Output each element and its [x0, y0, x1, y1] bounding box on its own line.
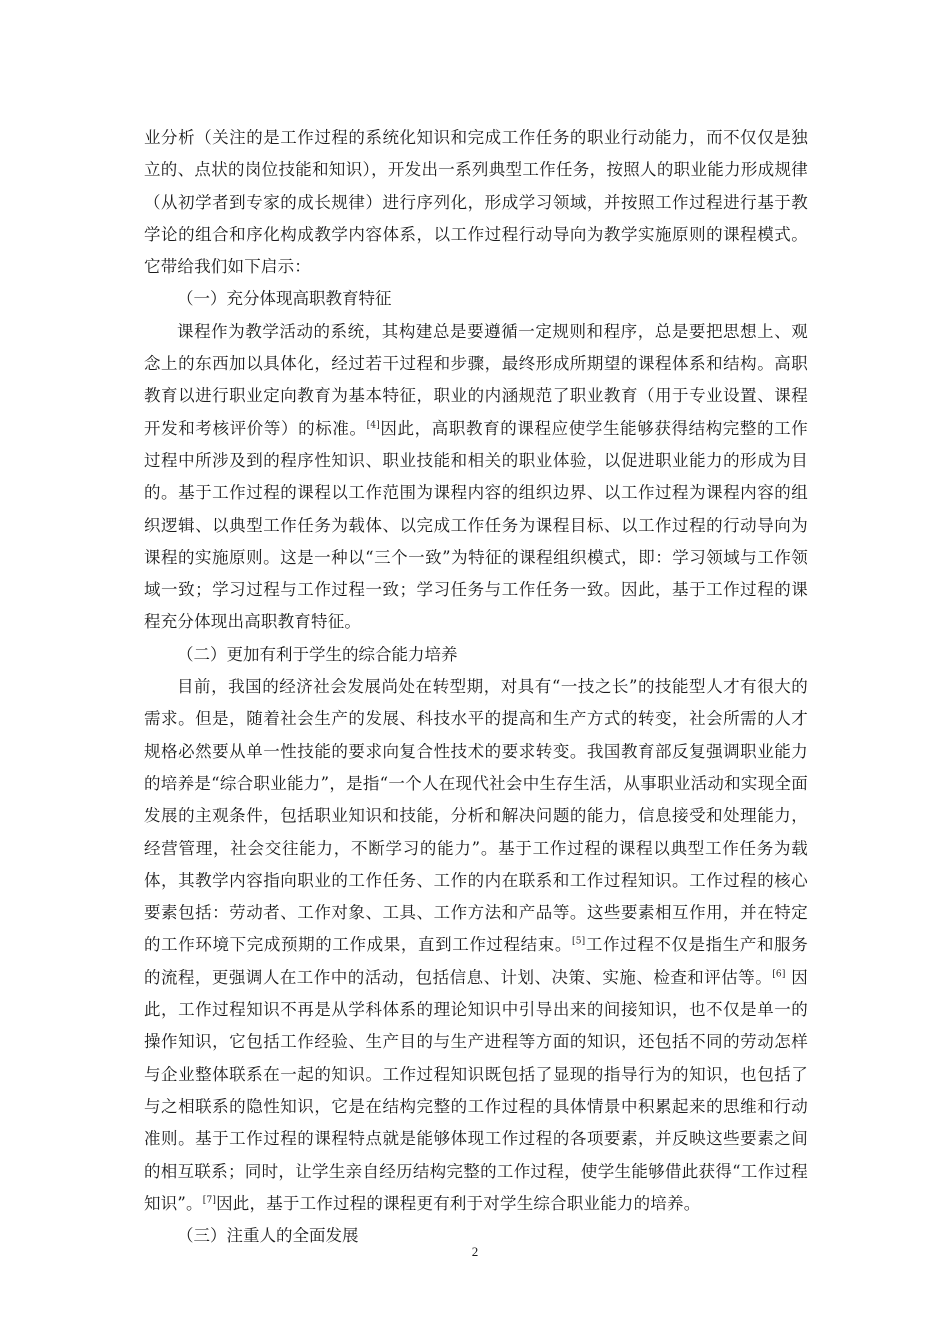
- citation-reference: [7]: [202, 1195, 217, 1206]
- citation-reference: [4]: [366, 420, 380, 431]
- section-heading: [144, 283, 808, 315]
- text-run: 因此，工作过程知识不再是从学科体系的理论知识中引导出来的间接知识，也不仅是单一的操作知识，它包括工作经验、生产目的与生产进程等方面的知识，还包括不同的劳动怎样与企业整体联系在一起的知识。工作过程知识既包括了显现的指导行为的知识，也包括了与之相联系的隐性知识，它是在结构完整的工作过程的具体情景中积累起来的思维和行动准则。基于工作过程的课程特点就是能够体现工作过程的各项要素，并反映这些要素之间的相互联系；同时，让学生亲自经历结构完整的工作过程，使学生能够借此获得“工作过程知识”。: [144, 967, 808, 1213]
- text-run: 目前，我国的经济社会发展尚处在转型期，对具有“一技之长”的技能型人才有很大的需求。但是，随着社会生产的发展、科技水平的提高和生产方式的转变，社会所需的人才规格必然要从单一性技能的要求向复合性技术的要求转变。我国教育部反复强调职业能力的培养是“综合职业能力”，是指“一个人在现代社会中生存生活，从事职业活动和实现全面发展的主观条件，包括职业知识和技能，分析和解决问题的能力，信息接受和处理能力，经营管理，社会交往能力，不断学习的能力”。基于工作过程的课程以典型工作任务为载体，其教学内容指向职业的工作任务、工作的内在联系和工作过程知识。工作过程的核心要素包括：劳动者、工作对象、工具、工作方法和产品等。这些要素相互作用，并在特定的工作环境下完成预期的工作成果，直到工作过程结束。: [144, 677, 808, 955]
- text-run: （三）注重人的全面发展: [177, 1226, 359, 1246]
- text-run: （一）充分体现高职教育特征: [177, 289, 392, 309]
- text-run: 因此，基于工作过程的课程更有利于对学生综合职业能力的培养。: [216, 1193, 701, 1213]
- citation-reference: [6]: [772, 969, 786, 980]
- text-run: 课程作为教学活动的系统，其构建总是要遵循一定规则和程序，总是要把思想上、观念上的东西加以具体化，经过若干过程和步骤，最终形成所期望的课程体系和结构。高职教育以进行职业定向教育为基本特征，职业的内涵规范了职业教育（用于专业设置、课程开发和考核评价等）的标准。: [144, 321, 808, 438]
- text-run: 因此，高职教育的课程应使学生能够获得结构完整的工作过程中所涉及到的程序性知识、职业技能和相关的职业体验，以促进职业能力的形成为目的。基于工作过程的课程以工作范围为课程内容的组织边界、以工作过程为课程内容的组织逻辑、以典型工作任务为载体、以完成工作任务为课程目标、以工作过程的行动导向为课程的实施原则。这是一种以“三个一致”为特征的课程组织模式，即：学习领域与工作领域一致；学习过程与工作过程一致；学习任务与工作任务一致。因此，基于工作过程的课程充分体现出高职教育特征。: [144, 418, 808, 632]
- body-paragraph: [144, 122, 808, 283]
- text-run: （二）更加有利于学生的综合能力培养: [177, 644, 458, 664]
- citation-reference: [5]: [572, 936, 586, 947]
- text-run: 工作过程不仅是指生产和服务的流程，更强调人在工作中的活动，包括信息、计划、决策、实施、检查和评估等。: [144, 935, 808, 987]
- body-paragraph: [144, 671, 808, 1220]
- text-run: 业分析（关注的是工作过程的系统化知识和完成工作任务的职业行动能力，而不仅仅是独立的、点状的岗位技能和知识），开发出一系列典型工作任务，按照人的职业能力形成规律（从初学者到专家的成长规律）进行序列化，形成学习领域，并按照工作过程进行基于教学论的组合和序化构成教学内容体系，以工作过程行动导向为教学实施原则的课程模式。它带给我们如下启示：: [144, 128, 808, 277]
- body-paragraph: [144, 316, 808, 639]
- document-body: [144, 122, 808, 1252]
- section-heading: [144, 639, 808, 671]
- page-number: 2: [471, 1244, 479, 1259]
